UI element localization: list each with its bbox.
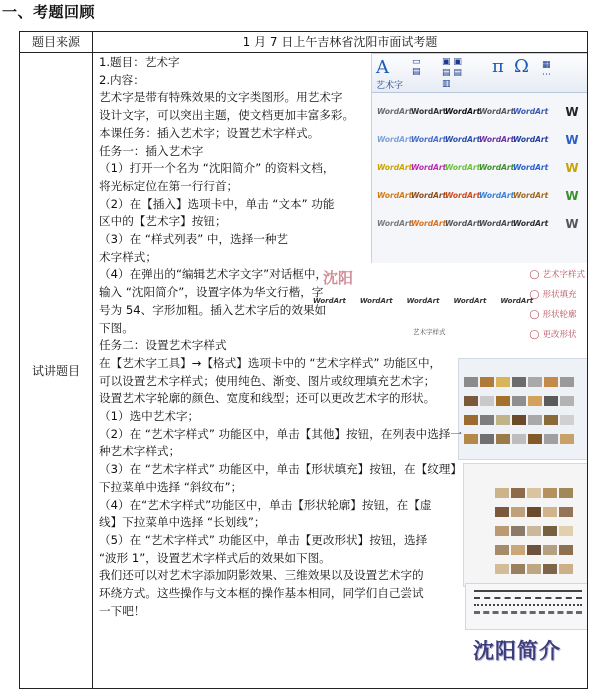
wordart-style-sample: WordArt [411,219,447,228]
text-line: 一下吧！ [99,603,146,618]
equation-pi-icon: π [492,56,504,77]
text-line: 下图。 [99,320,134,335]
wordart-style-sample: WordArt [377,191,413,200]
textbox-icon: ▭ ▤ [412,57,421,77]
text-line: （2）在 “艺术字样式” 功能区中，单击【其他】按钮，在列表中选择一 [99,426,462,441]
section-heading: 一、考题回顾 [2,3,96,21]
wordart-style-sample: WordArt [445,107,481,116]
wordart-style-sample: WordArt [411,135,447,144]
text-line: 将光标定位在第一行行首； [99,178,239,193]
wordart-style-sample: WordArt [377,135,413,144]
text-line: 环绕方式。这些操作与文本框的操作基本相同，同学们自己尝试 [99,586,424,601]
exam-table [19,31,588,689]
text-line: （4）在“艺术字样式”功能区中，单击【形状轮廓】按钮，在【虚 [99,497,432,512]
wordart-style-sample: WordArt [445,191,481,200]
wordart-style-sample: WordArt [513,163,549,172]
text-line: 我们还可以对艺术字添加阴影效果、三维效果以及设置艺术字的 [99,568,424,583]
text-line: 输入 “沈阳简介”，设置字体为华文行楷，字 [99,285,324,300]
wordart-button: A 艺术字 [376,57,404,91]
text-line: 下拉菜单中选择 “斜纹布”； [99,479,243,494]
text-line: 任务一：插入艺术字 [99,143,204,158]
text-line: 区中的【艺术字】按钮； [99,214,227,229]
wordart-style-sample: WordArt [513,219,549,228]
lecture-text [99,54,583,621]
text-line: “波形 1”，设置艺术字样式后的效果如下图。 [99,550,331,565]
header-footer-icon: ▣ ▣ ▤ ▤ ▥ [442,57,462,89]
wordart-style-sample: WordArt [479,219,515,228]
final-wordart-text: 沈阳简介 [473,638,561,663]
wordart-style-sample: WordArt [411,107,447,116]
source-value: 1 月 7 日上午吉林省沈阳市面试考题 [93,32,588,53]
text-line: （1）选中艺术字； [99,409,200,424]
text-line: 术字样式； [99,249,157,264]
text-line: （1）打开一个名为 “沈阳简介” 的资料文档， [99,161,335,176]
annotation-notes: ◯ 艺术字样式 ◯ 形状填充 ◯ 形状轮廓 ◯ 更改形状 [529,265,585,345]
wordart-style-sample: WordArt [411,163,447,172]
annotation-caption: 艺术字样式 [413,328,446,336]
text-line: 号为 54、字形加粗。插入艺术字后的效果如 [99,302,327,317]
wordart-style-sample: WordArt [411,191,447,200]
text-line: 种艺术字样式； [99,444,181,459]
wordart-row: WordArt WordArt WordArt WordArt WordArt [313,297,534,305]
wordart-style-sample: WordArt [377,219,413,228]
text-line: （4）在弹出的“编辑艺术字文字”对话框中， [99,267,328,282]
more-icon: ▦ ⋯ [542,60,551,80]
text-line: 艺术字是带有特殊效果的文字类图形。用艺术字 [99,90,343,105]
text-line: 可以设置艺术字样式；使用纯色、渐变、图片或纹理填充艺术字； [99,373,436,388]
wordart-style-sample: WordArt [445,135,481,144]
wordart-style-sample: WordArt [479,163,515,172]
text-line: （2）在【插入】选项卡中，单击 “文本” 功能 [99,196,335,211]
topic-label: 试讲题目 [20,53,93,689]
wordart-style-sample: WordArt [479,107,515,116]
wordart-a-icon: A [376,57,389,78]
wordart-style-sample: WordArt [377,107,413,116]
text-line: 2.内容： [99,72,145,87]
text-line: （5）在 “艺术字样式” 功能区中，单击【更改形状】按钮，选择 [99,532,428,547]
text-line: 本课任务：插入艺术字；设置艺术字样式。 [99,125,320,140]
wordart-style-sample: WordArt [377,163,413,172]
text-line: 设计文字，可以突出主题，使文档更加丰富多彩。 [99,108,355,123]
source-label: 题目来源 [20,32,93,53]
wordart-style-sample: WordArt [513,191,549,200]
text-line: 1.题目：艺术字 [99,55,180,69]
annotation-title: 沈阳 [323,269,354,287]
text-line: 线】下拉菜单中选择 “长划线”； [99,515,266,530]
wordart-style-sample: WordArt [479,135,515,144]
wordart-style-sample: WordArt [445,163,481,172]
wordart-style-sample: WordArt [513,107,549,116]
text-line: （3）在 “艺术字样式” 功能区中，单击【形状填充】按钮，在【纹理】 [99,462,462,477]
symbol-omega-icon: Ω [514,56,529,77]
text-line: 设置艺术字轮廓的颜色、宽度和线型；还可以更改艺术字的形状。 [99,391,436,406]
wordart-style-sample: WordArt [445,219,481,228]
lecture-content [93,53,588,689]
text-line: 任务二：设置艺术字样式 [99,338,227,353]
text-line: （3）在 “样式列表” 中，选择一种艺 [99,232,289,247]
wordart-side-icons: W W W W W [565,105,579,231]
wordart-style-sample: WordArt [513,135,549,144]
wordart-style-sample: WordArt [479,191,515,200]
text-line: 在【艺术字工具】→【格式】选项卡中的 “艺术字样式” 功能区中， [99,355,442,370]
final-wordart-screenshot [473,631,588,686]
